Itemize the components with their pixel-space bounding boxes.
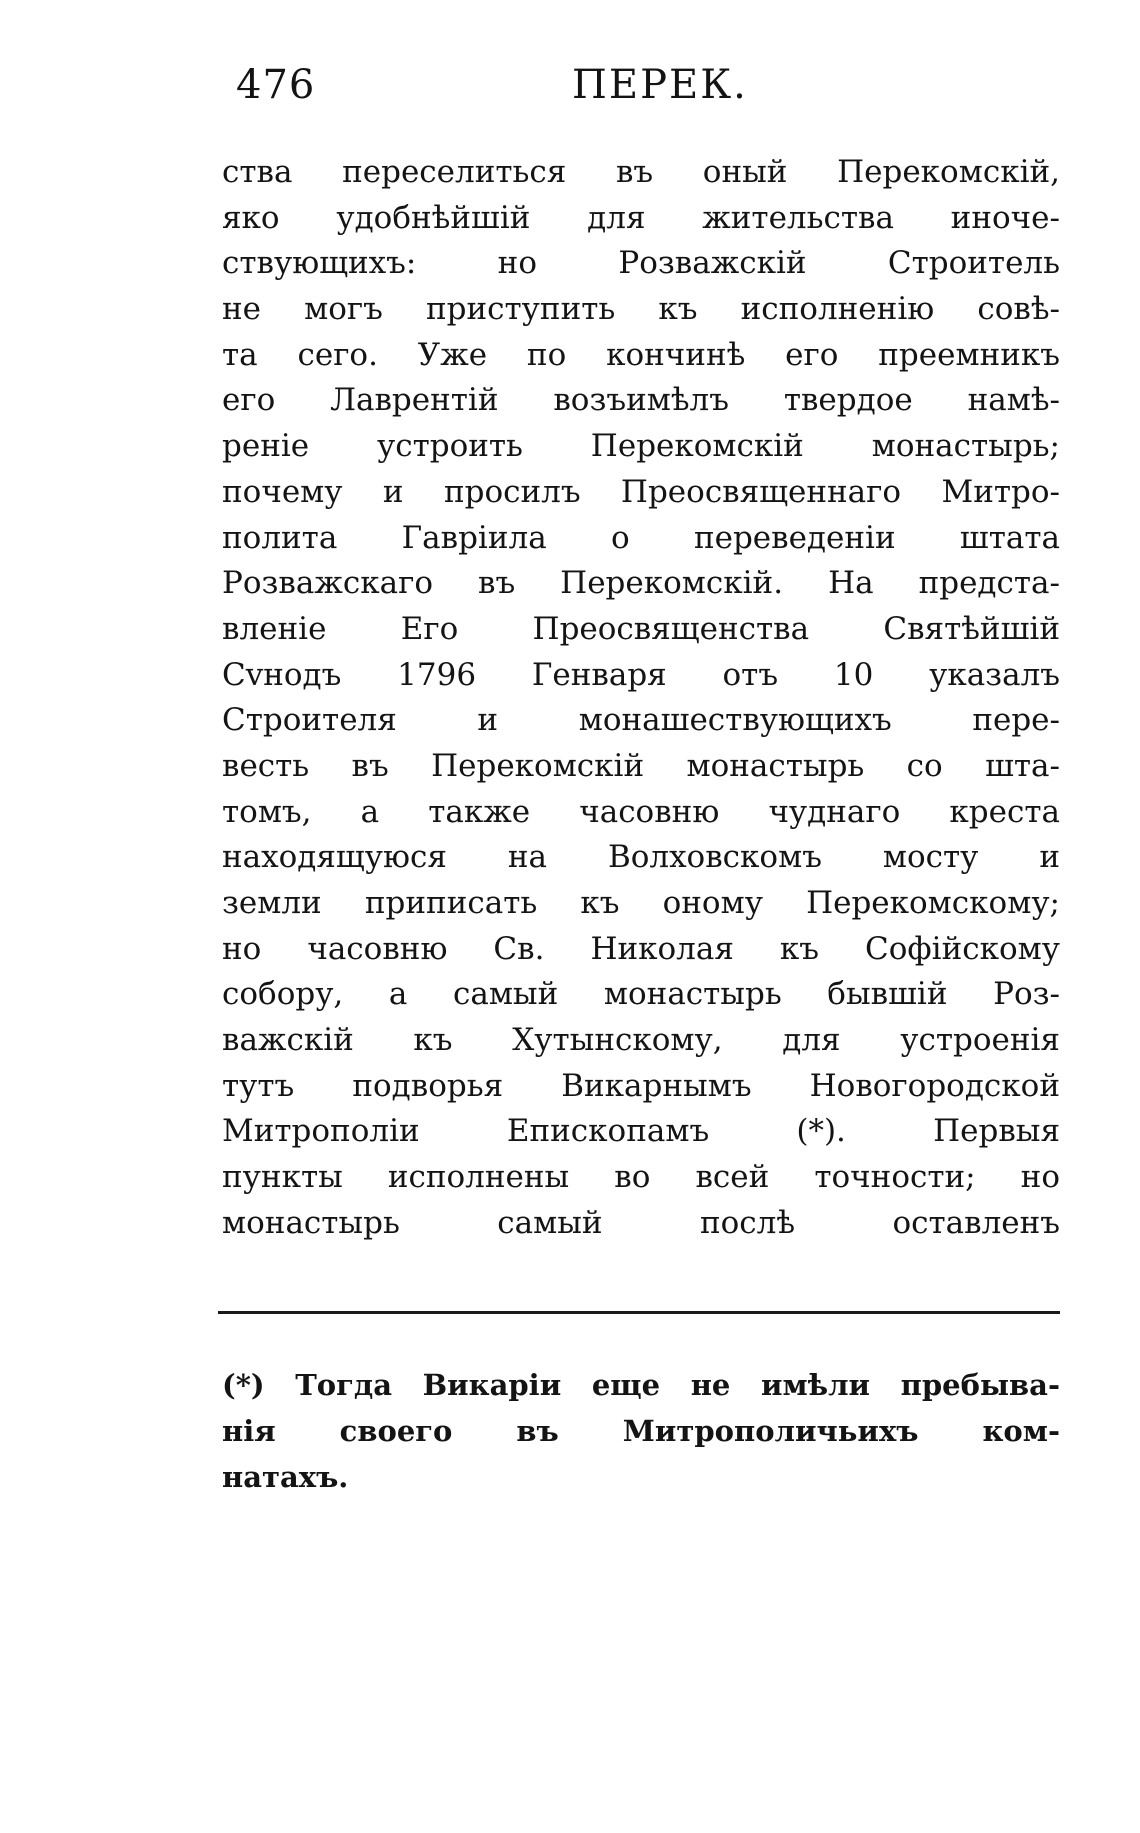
text-line: монастырь самый послѣ оставленъ — [222, 1204, 1060, 1241]
text-line: собору, а самый монастырь бывшій Роз- — [222, 976, 1060, 1013]
text-line: почему и просилъ Преосвященнаго Митро- — [222, 473, 1060, 510]
text-line: земли приписать къ оному Перекомскому; — [222, 885, 1060, 921]
footnote-line: (*) Тогда Викаріи еще не имѣли пребыва- — [222, 1368, 1060, 1402]
text-line: Розважскаго въ Перекомскій. На предста- — [222, 565, 1060, 602]
text-line: Сvнодъ 1796 Генваря отъ 10 указалъ — [222, 656, 1060, 693]
footnote-line: натахъ. — [222, 1460, 349, 1494]
text-line: ствующихъ: но Розважскій Строитель — [222, 245, 1060, 282]
footnote-line: нія своего въ Митрополичьихъ ком- — [222, 1414, 1060, 1448]
footnote — [222, 1362, 1060, 1500]
body-text — [222, 150, 1060, 1247]
text-line: пункты исполнены во всей точности; но — [222, 1159, 1060, 1196]
text-line: важскій къ Хутынскому, для устроенія — [222, 1022, 1060, 1059]
text-line: не могъ приступить къ исполненію совѣ- — [222, 291, 1060, 328]
text-line: Строителя и монашествующихъ пере- — [222, 702, 1060, 739]
text-line: Митрополіи Епископамъ (*). Первыя — [222, 1113, 1060, 1150]
text-line: томъ, а также часовню чуднаго креста — [222, 793, 1060, 830]
text-line: та сего. Уже по кончинѣ его преемникъ — [222, 336, 1060, 373]
text-line: ства переселиться въ оный Перекомскій, — [222, 154, 1060, 190]
text-line: находящуюся на Волховскомъ мосту и — [222, 839, 1060, 876]
text-line: но часовню Св. Николая къ Софійскому — [222, 930, 1060, 967]
text-line: реніе устроить Перекомскій монастырь; — [222, 428, 1060, 465]
page-number: 476 — [236, 62, 316, 108]
text-line: его Лаврентій возъимѣлъ твердое намѣ- — [222, 382, 1060, 419]
page-header — [232, 62, 1062, 118]
text-line: весть въ Перекомскій монастырь со шта- — [222, 747, 1060, 784]
text-line: вленіе Его Преосвященства Святѣйшій — [222, 610, 1060, 647]
footnote-rule — [218, 1311, 1060, 1314]
running-head: ПЕРЕК. — [572, 62, 748, 108]
text-line: тутъ подворья Викарнымъ Новогородской — [222, 1067, 1060, 1104]
text-line: полита Гавріила о переведеніи штата — [222, 519, 1060, 556]
text-line: яко удобнѣйшій для жительства иноче- — [222, 199, 1060, 236]
